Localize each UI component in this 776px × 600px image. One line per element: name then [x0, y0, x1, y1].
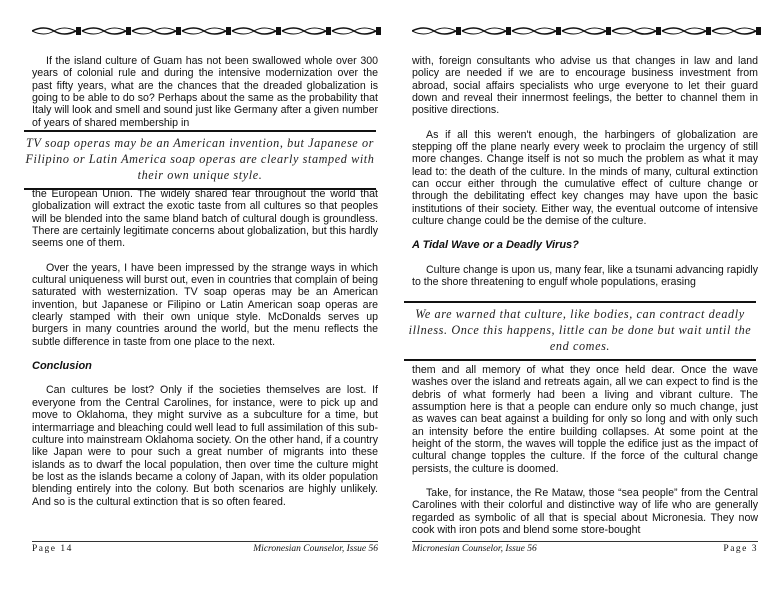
left-footer [32, 541, 378, 558]
right-paragraph-5: Take, for instance, the Re Mataw, those “sea people” from the Central Carolines with their colorful and distinctive way of life who are generally regarded as symbolic of all that is special about Micronesia. They now cook with iron pots and blend some store-bought [412, 487, 758, 537]
left-paragraph-4: Can cultures be lost? Only if the societies themselves are lost. If everyone from the Central Carolines, for instance, were to pick up and move to Oklahoma, they might survive as a subculture for a time, but intermarriage and bleaching could well lead to full assimilation of this sub-culture into mainstream Oklahoma society. On the other hand, if a country like Japan were to pour such a great number of migrants into these islands as to dwarf the local population, then over time the culture might be lost as the islands became a colony of Japan, with its older population blending entirely into the colony. But both scenarios are highly unlikely. And so is the cultural extinction that is so often feared. [32, 384, 378, 508]
right-section-heading: A Tidal Wave or a Deadly Virus? [412, 239, 579, 252]
ornament-segment [662, 27, 711, 35]
ornament-segment [332, 27, 381, 35]
left-publication-name: Micronesian Counselor, Issue 56 [253, 544, 378, 554]
ornament-segment [282, 27, 331, 35]
right-page-number: Page 3 [723, 544, 758, 554]
right-paragraph-3: Culture change is upon us, many fear, like a tsunami advancing rapidly to the shore threatening to engulf whole populations, erasing [412, 263, 758, 289]
ornament-segment [712, 27, 761, 35]
right-page [400, 0, 760, 600]
left-paragraph-2: the European Union. The widely shared fear throughout the world that globalization will extract the exotic taste from all cultures so that peoples will be blended into the same bland batch of cultural dough is groundless. There are certainly legitimate concerns about globalization, but this hardly seems one of them. [32, 188, 378, 250]
right-pull-quote: We are warned that culture, like bodies, can contract deadly illness. Once this happens, little can be done but wait until the end comes. [404, 301, 756, 361]
right-publication-name: Micronesian Counselor, Issue 56 [412, 544, 537, 554]
left-column-body [32, 188, 378, 508]
left-column-top [32, 55, 378, 129]
left-paragraph-3: Over the years, I have been impressed by the strange ways in which cultural uniqueness will burst out, even in countries that complain of being saturated with westernization. TV soap operas may be an American invention, but Japanese or Filipino or Latin American soap operas are clearly stamped with their own unique style. McDonalds serves up burgers in many countries around the world, but the menu reflects the subtle difference in taste from one place to the next. [32, 261, 378, 348]
ornament-segment [32, 27, 81, 35]
left-section-heading: Conclusion [32, 360, 92, 373]
right-paragraph-1: with, foreign consultants who advise us that changes in law and land policy are needed if we are to encourage business investment from abroad, social affairs specialists who urge everyone to let their guard down and reveal their innermost feelings, the better to channel them in positive directions. [412, 55, 758, 117]
decorative-border-ornament [412, 22, 762, 40]
ornament-segment [232, 27, 281, 35]
ornament-segment [562, 27, 611, 35]
left-page [20, 0, 380, 600]
right-paragraph-2: As if all this weren't enough, the harbingers of globalization are stepping off the plane nearly every week to proclaim the urgency of still more changes. Change itself is not so much the problem as what it may lead to: the death of the culture. In the minds of many, cultural extinction can occur either through the cumulative effect of culture change or through the debilitating effect key changes may have upon the basic institutions of their society. Either way, the eventual outcome of intensive culture change could be the demise of the culture. [412, 128, 758, 228]
ornament-segment [182, 27, 231, 35]
right-footer [412, 541, 758, 558]
right-column-top [412, 55, 758, 289]
decorative-border-ornament [32, 22, 382, 40]
right-column-body [412, 364, 758, 536]
ornament-segment [462, 27, 511, 35]
ornament-segment [612, 27, 661, 35]
ornament-segment [512, 27, 561, 35]
ornament-segment [82, 27, 131, 35]
right-paragraph-4: them and all memory of what they once held dear. Once the wave washes over the island and retreats again, all we can expect to find is the debris of what formerly had been a living and vibrant culture. The assumption here is that a people can endure only so much change, just as waves can beat against a building for only so long and with only such an intensity before the entire building collapses. At some point at the height of the storm, the waves will topple the edifice just as the impact of cultural change topples the culture. If the force of the cultural change persists, the culture is doomed. [412, 364, 758, 475]
left-page-number: Page 14 [32, 544, 73, 554]
ornament-segment [132, 27, 181, 35]
left-paragraph-1: If the island culture of Guam has not been swallowed whole over 300 years of colonial rule and during the intensive modernization over the past fifty years, what are the chances that the dreaded globalization is going to be able to do so? Perhaps about the same as the probability that Italy will look and smell and sound just like Germany after a given number of years of shared membership in [32, 55, 378, 129]
ornament-segment [412, 27, 461, 35]
left-pull-quote: TV soap operas may be an American invention, but Japanese or Filipino or Latin America soap operas are clearly stamped with their own unique style. [24, 130, 376, 190]
